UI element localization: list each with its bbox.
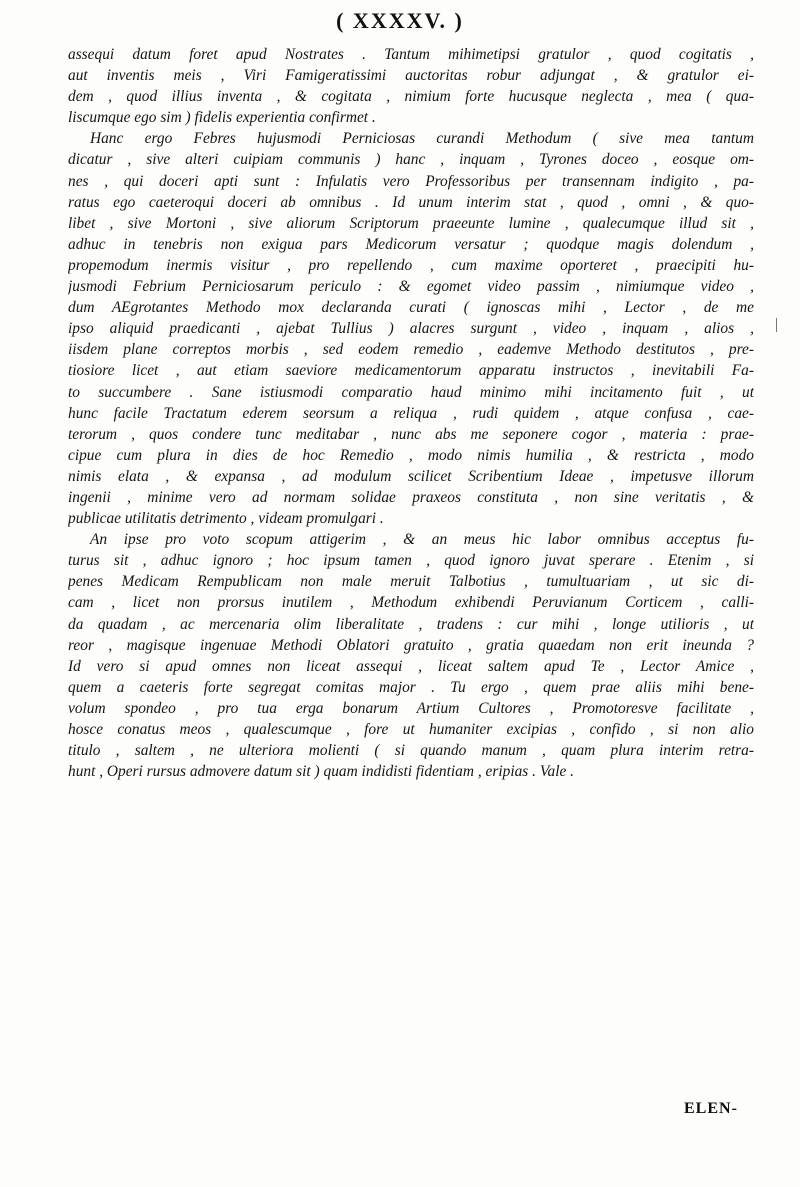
text-line: libet , sive Mortoni , sive aliorum Scriptorum praeeunte lumine , qualecumque illud sit , [68, 214, 754, 232]
text-line: adhuc in tenebris non exigua pars Medicorum versatur ; quodque magis dolendum , [68, 235, 754, 253]
text-line: cipue cum plura in dies de hoc Remedio , modo nimis humilia , & restricta , modo [68, 446, 754, 464]
text-line: terorum , quos condere tunc meditabar , nunc abs me seponere cogor , materia : prae- [68, 425, 754, 443]
text-line: penes Medicam Rempublicam non male meruit Talbotius , tumultuariam , ut sic di- [68, 573, 754, 591]
text-line: liscumque ego sim ) fidelis experientia confirmet . [68, 109, 376, 127]
text-line: An ipse pro voto scopum attigerim , & an meus hic labor omnibus acceptus fu- [90, 531, 754, 549]
paragraph-3 [68, 529, 754, 782]
catchword: ELEN- [684, 1100, 738, 1117]
text-line: titulo , saltem , ne ulteriora molienti ( si quando manum , quam plura interim retra- [68, 742, 754, 760]
paragraph-1 [68, 44, 754, 128]
running-head: ( XXXXV. ) [336, 8, 464, 33]
body-text [68, 44, 754, 782]
text-line: ratus ego caeteroqui doceri ab omnibus . Id unum interim stat , quod , omni , & quo- [68, 193, 754, 211]
text-line: ipso aliquid praedicanti , ajebat Tullius ) alacres surgunt , video , inquam , alios , [68, 320, 754, 338]
text-line: dum AEgrotantes Methodo mox declaranda curati ( ignoscas mihi , Lector , de me [68, 299, 754, 317]
text-line: nes , qui doceri apti sunt : Infulatis vero Professoribus per transennam indigito , pa- [68, 172, 754, 190]
text-line: reor , magisque ingenuae Methodi Oblatori gratuito , gratia quaedam non erit ineunda ? [68, 636, 754, 654]
text-line: cam , licet non prorsus inutilem , Methodum exhibendi Peruvianum Corticem , calli- [68, 594, 754, 612]
text-line: volum spondeo , pro tua erga bonarum Artium Cultores , Promotoresve facilitate , [68, 699, 754, 717]
text-line: Id vero si apud omnes non liceat assequi , liceat saltem apud Te , Lector Amice , [68, 657, 754, 675]
text-line: nimis elata , & expansa , ad modulum scilicet Scribentium Ideae , impetusve illorum [68, 467, 754, 485]
margin-mark [776, 318, 777, 332]
text-line: dem , quod illius inventa , & cogitata , nimium forte hucusque neglecta , mea ( qua- [68, 88, 754, 106]
text-line: ingenii , minime vero ad normam solidae praxeos constituta , non sine veritatis , & [68, 488, 754, 506]
text-line: hunt , Operi rursus admovere datum sit ) quam indidisti fidentiam , eripias . Vale . [68, 763, 575, 781]
text-line: publicae utilitatis detrimento , videam promulgari . [68, 510, 384, 528]
text-line: to succumbere . Sane istiusmodi comparatio haud minimo mihi incitamento fuit , ut [68, 383, 754, 401]
text-line: turus sit , adhuc ignoro ; hoc ipsum tamen , quod ignoro juvat sperare . Etenim , si [68, 552, 754, 570]
text-line: quem a caeteris forte segregat comitas major . Tu ergo , quem prae aliis mihi bene- [68, 678, 754, 696]
text-line: dicatur , sive alteri cuipiam communis ) hanc , inquam , Tyrones doceo , eosque om- [68, 151, 754, 169]
text-line: hosce conatus meos , qualescumque , fore ut humaniter excipias , confido , si non alio [68, 721, 754, 738]
text-line: tiosiore licet , aut etiam saeviore medicamentorum apparatu instructos , inevitabili Fa- [68, 362, 754, 380]
text-line: iisdem plane correptos morbis , sed eodem remedio , eademve Methodo destitutos , pre- [68, 341, 754, 359]
text-line: Hanc ergo Febres hujusmodi Perniciosas curandi Methodum ( sive mea tantum [90, 130, 754, 148]
text-line: propemodum inermis visitur , pro repellendo , cum maxime oporteret , praecipiti hu- [68, 256, 754, 274]
text-line: assequi datum foret apud Nostrates . Tantum mihimetipsi gratulor , quod cogitatis , [68, 46, 754, 63]
text-line: da quadam , ac mercenaria olim liberalitate , tradens : cur mihi , longe utilioris , ut [68, 615, 754, 633]
text-line: aut inventis meis , Viri Famigeratissimi auctoritas robur adjungat , & gratulor ei- [68, 67, 754, 85]
text-line: hunc facile Tractatum ederem seorsum a reliqua , rudi quidem , atque confusa , cae- [68, 404, 754, 422]
text-line: jusmodi Febrium Perniciosarum periculo : & egomet video passim , nimiumque video , [68, 278, 754, 296]
paragraph-2 [68, 128, 754, 529]
